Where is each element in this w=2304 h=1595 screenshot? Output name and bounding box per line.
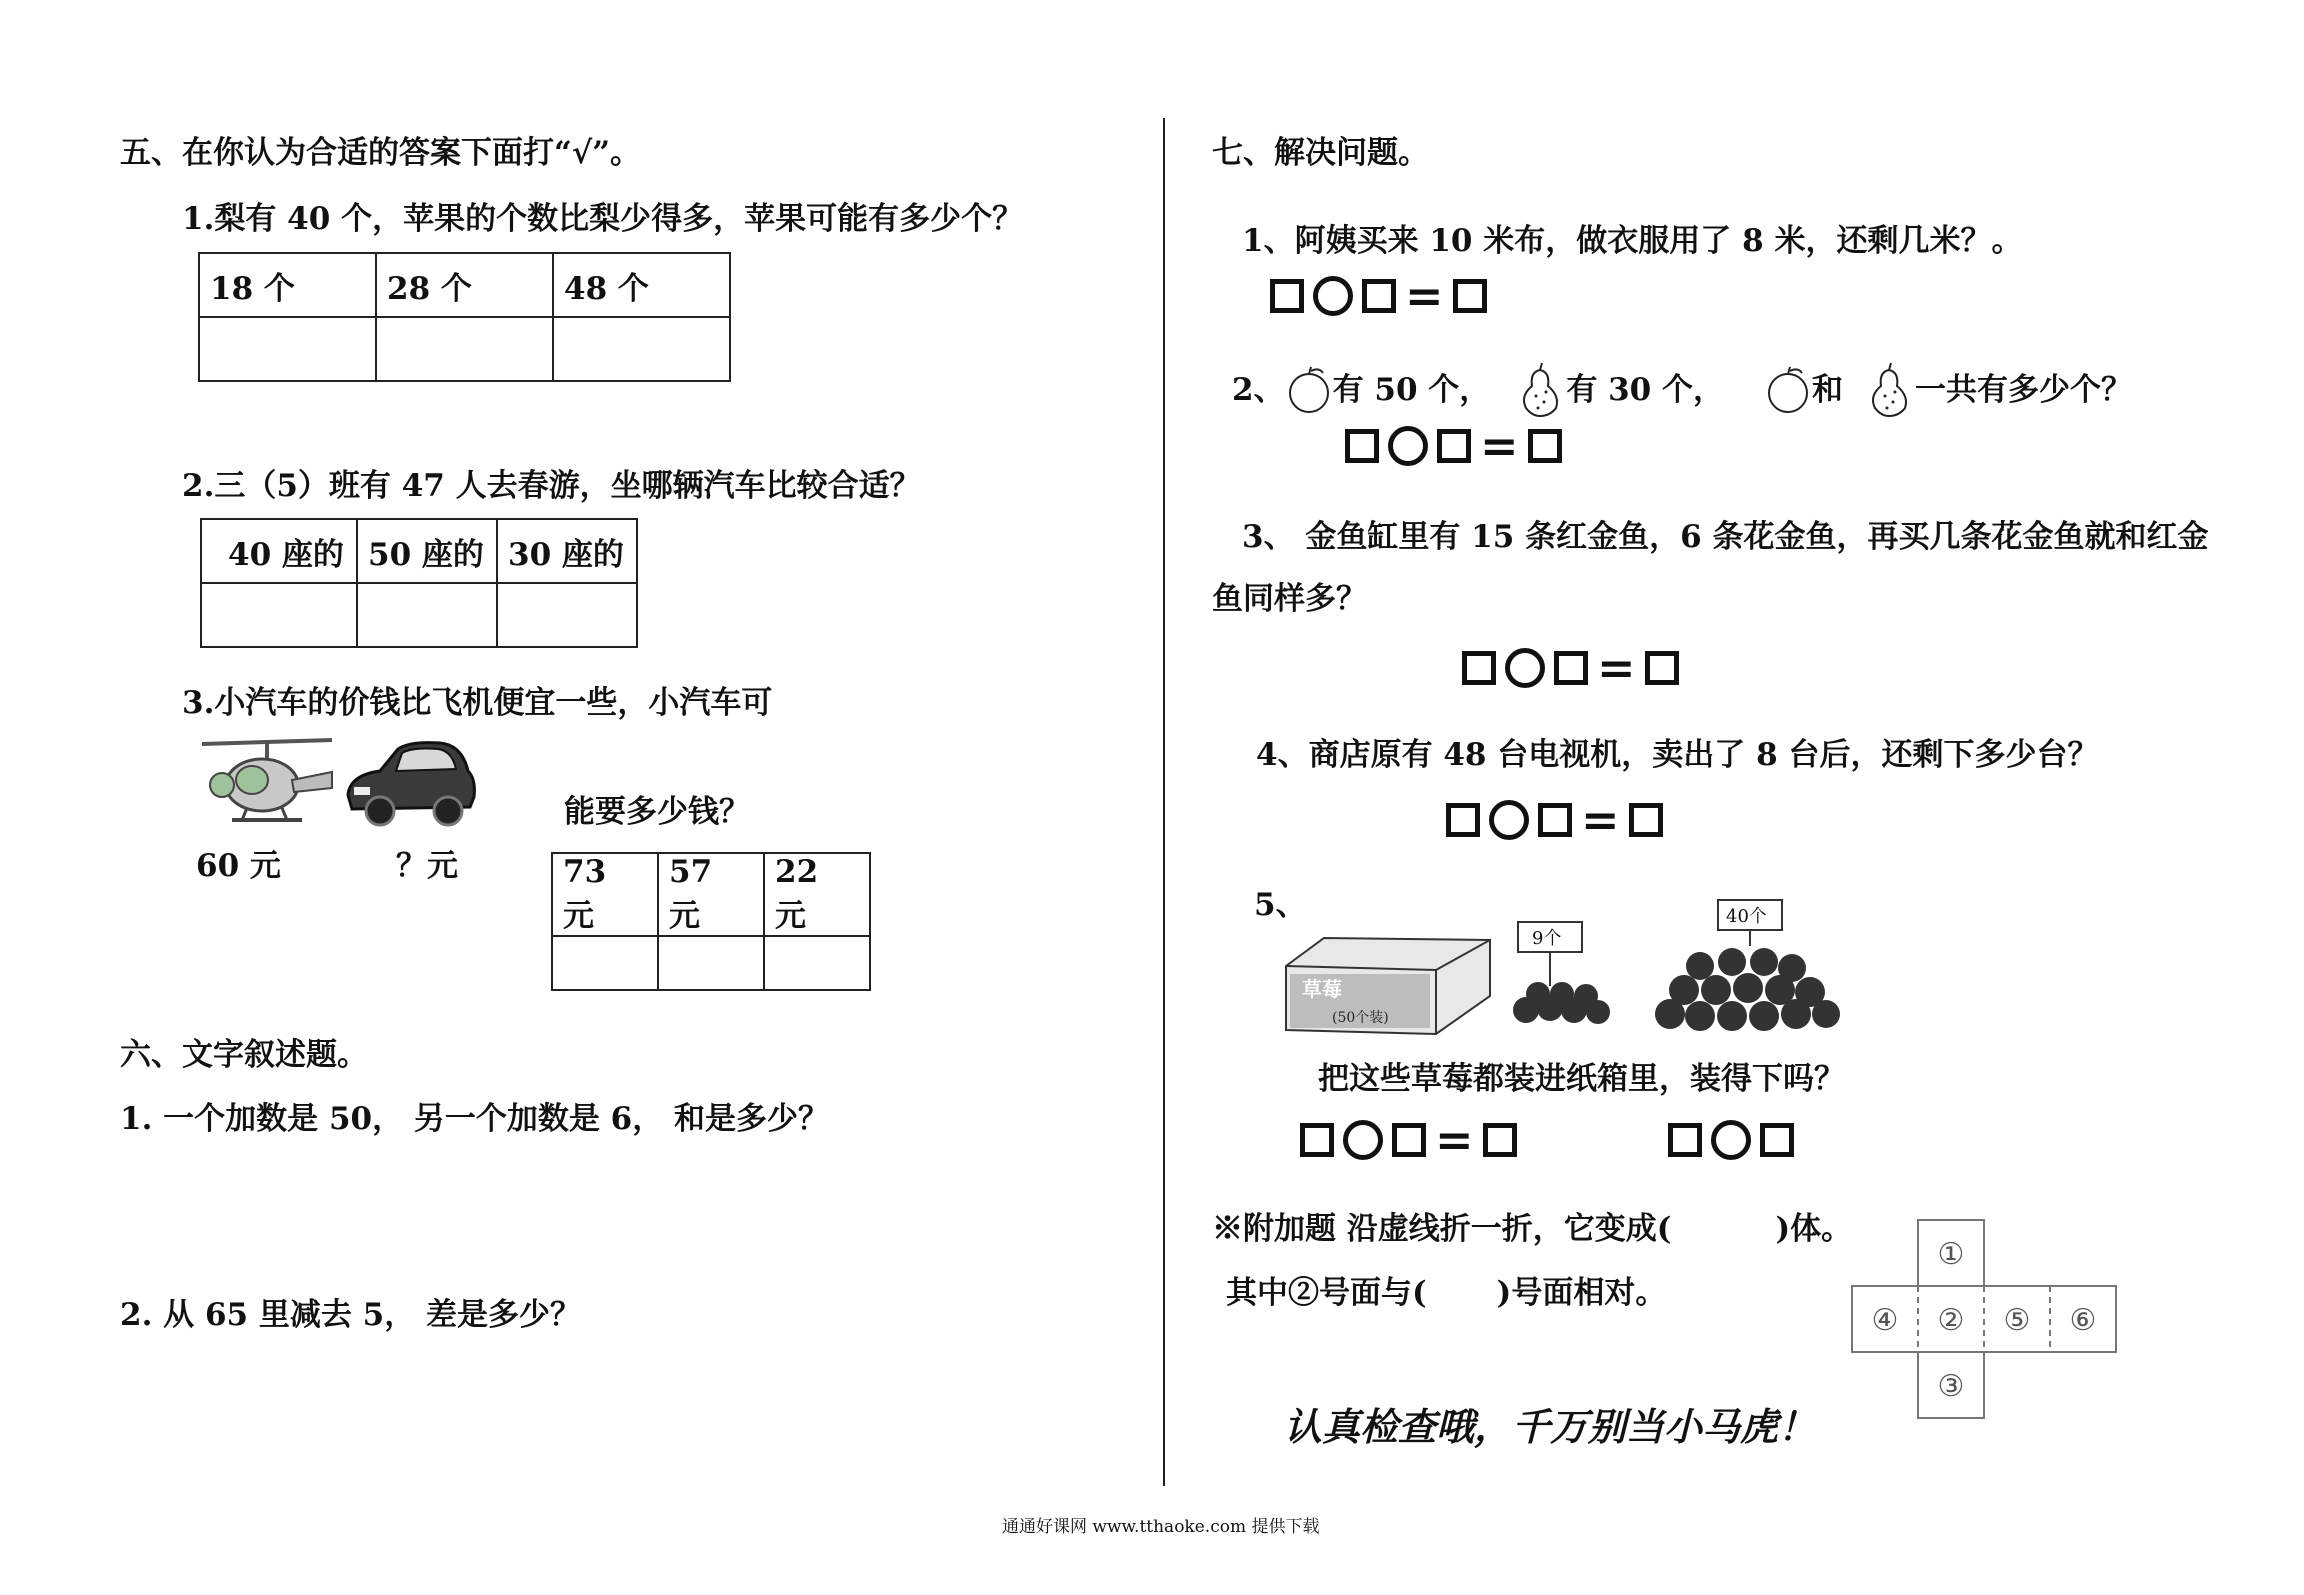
q2-part4: 一共有多少个？ — [1915, 372, 2133, 408]
q1-check-cell-2[interactable] — [376, 317, 553, 381]
sec6-q2: 2. 从 65 里减去 5， 差是多少？ — [120, 1297, 582, 1333]
blank-box[interactable] — [1362, 279, 1396, 313]
box-sublabel: (50个装) — [1332, 1010, 1389, 1026]
q1-check-cell-3[interactable] — [553, 317, 730, 381]
sign-large-label: 40个 — [1726, 906, 1767, 927]
answer-box[interactable] — [1645, 651, 1679, 685]
q3-option-1: 73 元 — [552, 853, 658, 936]
q2-check-cell-2[interactable] — [357, 583, 497, 647]
face-4: ④ — [1871, 1303, 1899, 1338]
blank-box[interactable] — [1538, 803, 1572, 837]
q1-text: 1.梨有 40 个，苹果的个数比梨少得多，苹果可能有多少个？ — [182, 201, 1024, 237]
face-2: ② — [1937, 1303, 1965, 1338]
equals-sign: = — [1480, 419, 1519, 473]
q3-answer-table — [551, 852, 871, 991]
q2-part1: 有 50 个， — [1332, 372, 1491, 408]
sec7-q3-line2: 鱼同样多？ — [1212, 581, 1367, 617]
operator-circle[interactable] — [1505, 648, 1545, 688]
column-divider — [1163, 118, 1165, 1486]
blank-box[interactable] — [1446, 803, 1480, 837]
answer-box[interactable] — [1453, 279, 1487, 313]
operator-circle[interactable] — [1313, 276, 1353, 316]
equals-sign: = — [1597, 641, 1636, 695]
blank-box[interactable] — [1554, 651, 1588, 685]
blank-box[interactable] — [1437, 429, 1471, 463]
answer-box[interactable] — [1629, 803, 1663, 837]
q2-option-3: 30 座的 — [497, 519, 637, 583]
answer-box[interactable] — [1528, 429, 1562, 463]
q3-option-3: 22 元 — [764, 853, 870, 936]
plane-price: 60 元 — [196, 848, 281, 884]
q2-part2: 有 30 个， — [1566, 372, 1725, 408]
sec7-q5-label: 5、 — [1254, 887, 1307, 923]
face-6: ⑥ — [2069, 1303, 2097, 1338]
q1-equation[interactable] — [1270, 269, 1487, 323]
comparison-circle[interactable] — [1711, 1120, 1751, 1160]
sec7-q1: 1、阿姨买来 10 米布，做衣服用了 8 米，还剩几米？。 — [1242, 223, 2023, 259]
q3-check-cell-1[interactable] — [552, 936, 658, 990]
bonus-line2-end: )号面相对。 — [1496, 1275, 1667, 1311]
q1-answer-table — [198, 252, 731, 382]
q1-option-2: 28 个 — [376, 253, 553, 317]
sec7-q5-question: 把这些草莓都装进纸箱里，装得下吗？ — [1318, 1061, 1845, 1097]
sign-small-label: 9个 — [1532, 928, 1562, 949]
q2-check-cell-1[interactable] — [201, 583, 357, 647]
face-1: ① — [1937, 1237, 1965, 1272]
sec7-q3-line1: 3、 金鱼缸里有 15 条红金鱼，6 条花金鱼，再买几条花金鱼就和红金 — [1242, 519, 2209, 555]
face-3: ③ — [1937, 1369, 1965, 1404]
helicopter-image — [192, 730, 342, 840]
q4-equation[interactable] — [1446, 793, 1663, 847]
q2-part3: 和 — [1812, 372, 1844, 408]
q1-option-1: 18 个 — [199, 253, 376, 317]
sec7-q4: 4、商店原有 48 台电视机，卖出了 8 台后，还剩下多少台？ — [1256, 737, 2099, 773]
operator-circle[interactable] — [1343, 1120, 1383, 1160]
box-label: 草莓 — [1302, 977, 1342, 1001]
section5-title: 五、在你认为合适的答案下面打“√”。 — [120, 135, 642, 171]
section7-title: 七、解决问题。 — [1212, 135, 1429, 171]
blank-box[interactable] — [1760, 1123, 1794, 1157]
car-image — [340, 735, 480, 835]
car-price: ？元 — [396, 848, 458, 884]
blank-box[interactable] — [1668, 1123, 1702, 1157]
cube-net-diagram — [1850, 1216, 2122, 1422]
blank-box[interactable] — [1392, 1123, 1426, 1157]
q3-option-2: 57 元 — [658, 853, 764, 936]
q5-comparison[interactable] — [1668, 1120, 1794, 1160]
apple-icon — [1764, 365, 1812, 415]
q2-check-cell-3[interactable] — [497, 583, 637, 647]
q2-option-1: 40 座的 — [201, 519, 357, 583]
sec7-q2 — [1232, 362, 2132, 418]
q2-equation[interactable] — [1345, 419, 1562, 473]
operator-circle[interactable] — [1489, 800, 1529, 840]
reminder-text: 认真检查哦，千万别当小马虎！ — [1284, 1404, 1817, 1449]
strawberry-pile-large — [1640, 896, 1860, 1036]
q2-answer-table — [200, 518, 638, 648]
q2-text: 2.三（5）班有 47 人去春游，坐哪辆汽车比较合适？ — [182, 468, 921, 504]
footer-text: 通通好课网 www.tthaoke.com 提供下载 — [1002, 1517, 1320, 1537]
q3-check-cell-2[interactable] — [658, 936, 764, 990]
blank-box[interactable] — [1345, 429, 1379, 463]
pear-icon — [1514, 362, 1566, 418]
blank-box[interactable] — [1270, 279, 1304, 313]
equals-sign: = — [1405, 269, 1444, 323]
sec6-q1: 1. 一个加数是 50， 另一个加数是 6， 和是多少？ — [120, 1101, 830, 1137]
q2-option-2: 50 座的 — [357, 519, 497, 583]
bonus-line1 — [1212, 1210, 1852, 1248]
q1-option-3: 48 个 — [553, 253, 730, 317]
strawberry-pile-small — [1510, 916, 1620, 1032]
bonus-line1-start: ※附加题 沿虚线折一折，它变成( — [1212, 1211, 1672, 1247]
equals-sign: = — [1435, 1113, 1474, 1167]
section6-title: 六、文字叙述题。 — [120, 1037, 368, 1073]
blank-box[interactable] — [1462, 651, 1496, 685]
equals-sign: = — [1581, 793, 1620, 847]
bonus-line1-end: )体。 — [1775, 1211, 1853, 1247]
q3-equation[interactable] — [1462, 641, 1679, 695]
q3-text: 3.小汽车的价钱比飞机便宜一些，小汽车可 — [182, 685, 773, 721]
bonus-line2-start: 其中②号面与( — [1226, 1275, 1427, 1311]
bonus-line2 — [1226, 1274, 1666, 1312]
q5-equation[interactable] — [1300, 1113, 1517, 1167]
strawberry-box-image — [1280, 930, 1500, 1040]
operator-circle[interactable] — [1388, 426, 1428, 466]
q3-text-continued: 能要多少钱？ — [564, 794, 750, 830]
q3-check-cell-3[interactable] — [764, 936, 870, 990]
answer-box[interactable] — [1483, 1123, 1517, 1157]
q2-prefix: 2、 — [1232, 372, 1285, 408]
q1-check-cell-1[interactable] — [199, 317, 376, 381]
apple-icon — [1285, 365, 1333, 415]
face-5: ⑤ — [2003, 1303, 2031, 1338]
pear-icon — [1863, 362, 1915, 418]
blank-box[interactable] — [1300, 1123, 1334, 1157]
